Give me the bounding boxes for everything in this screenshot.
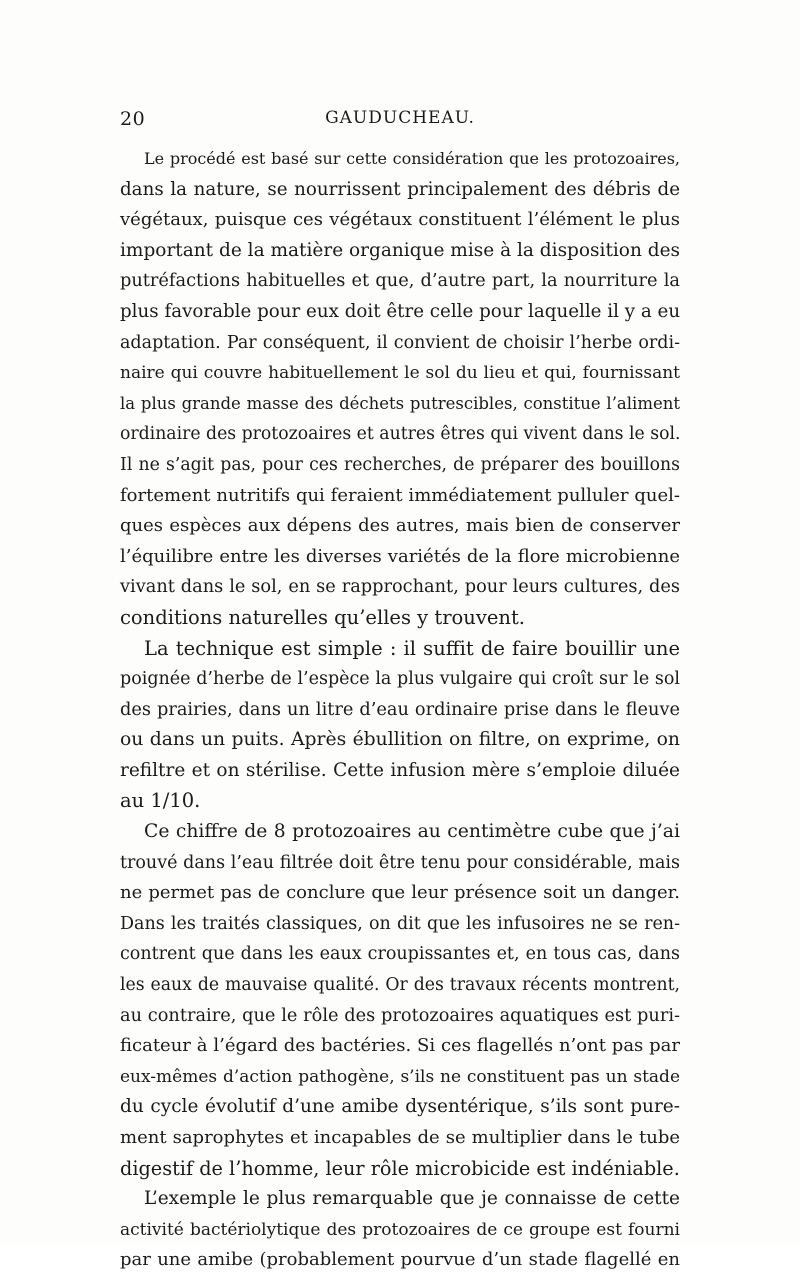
text-line: ne permet pas de conclure que leur présence soit un danger. [120, 882, 680, 904]
text-line: poignée d’herbe de l’espèce la plus vulgaire qui croît sur le sol [120, 669, 680, 690]
text-line: du cycle évolutif d’une amibe dysentérique, s’ils sont pure- [120, 1096, 680, 1118]
text-line: vivant dans le sol, en se rapprochant, pour leurs cultures, des [120, 577, 680, 598]
text-line: ou dans un puits. Après ébullition on filtre, on exprime, on [120, 729, 680, 751]
text-line: des prairies, dans un litre d’eau ordinaire prise dans le fleuve [120, 699, 680, 720]
text-line: adaptation. Par conséquent, il convient de choisir l’herbe ordi- [120, 332, 680, 353]
text-line: ordinaire des protozoaires et autres êtres qui vivent dans le sol. [120, 424, 681, 445]
text-line: la plus grande masse des déchets putrescibles, constitue l’aliment [120, 393, 680, 413]
text-line: ment saprophytes et incapables de se multiplier dans le tube [120, 1127, 680, 1148]
text-line: au 1/10. [120, 789, 201, 813]
text-line: L’exemple le plus remarquable que je connaisse de cette [144, 1188, 680, 1210]
text-line: Il ne s’agit pas, pour ces recherches, de préparer des bouillons [120, 454, 680, 475]
text-line: ficateur à l’égard des bactéries. Si ces flagellés n’ont pas par [120, 1035, 680, 1057]
text-line: eux-mêmes d’action pathogène, s’ils ne constituent pas un stade [120, 1066, 680, 1087]
text-line: conditions naturelles qu’elles y trouvent. [120, 605, 525, 629]
text-line: Le procédé est basé sur cette considération que les protozoaires, [144, 149, 680, 168]
text-line: Ce chiffre de 8 protozoaires au centimètre cube que j’ai [144, 821, 680, 843]
text-line: digestif de l’homme, leur rôle microbicide est indéniable. [120, 1156, 680, 1180]
running-title: GAUDUCHEAU. [325, 108, 475, 128]
text-line: dans la nature, se nourrissent principalement des débris de [120, 178, 680, 200]
text-line: refiltre et on stérilise. Cette infusion mère s’emploie diluée [120, 759, 680, 781]
text-line: important de la matière organique mise à la disposition des [120, 239, 681, 261]
running-head [120, 108, 680, 138]
text-line: putréfactions habituelles et que, d’autre part, la nourriture la [120, 271, 680, 292]
text-line: trouvé dans l’eau filtrée doit être tenu pour considérable, mais [120, 852, 680, 873]
text-line: activité bactériolytique des protozoaires de ce groupe est fourni [120, 1219, 680, 1240]
text-line: contrent que dans les eaux croupissantes et, en tous cas, dans [120, 944, 680, 965]
text-line: plus favorable pour eux doit être celle pour laquelle il y a eu [120, 300, 681, 322]
body-text [120, 144, 680, 1276]
text-line: ques espèces aux dépens des autres, mais bien de conserver [120, 515, 680, 537]
text-line: fortement nutritifs qui feraient immédiatement pulluler quel- [120, 484, 680, 506]
text-line: naire qui couvre habituellement le sol du lieu et qui, fournissant [120, 363, 680, 384]
text-line: l’équilibre entre les diverses variétés de la flore microbienne [120, 545, 680, 567]
text-line: les eaux de mauvaise qualité. Or des travaux récents montrent, [120, 975, 680, 996]
text-line: au contraire, que le rôle des protozoaires aquatiques est puri- [120, 1005, 680, 1026]
text-line: par une amibe (probablement pourvue d’un stade flagellé en [120, 1249, 680, 1271]
text-line: La technique est simple : il suffit de faire bouillir une [144, 636, 680, 660]
page-number: 20 [120, 108, 146, 130]
text-line: Dans les traités classiques, on dit que les infusoires ne se ren- [120, 913, 680, 934]
text-line: végétaux, puisque ces végétaux constituent l’élément le plus [120, 209, 680, 231]
